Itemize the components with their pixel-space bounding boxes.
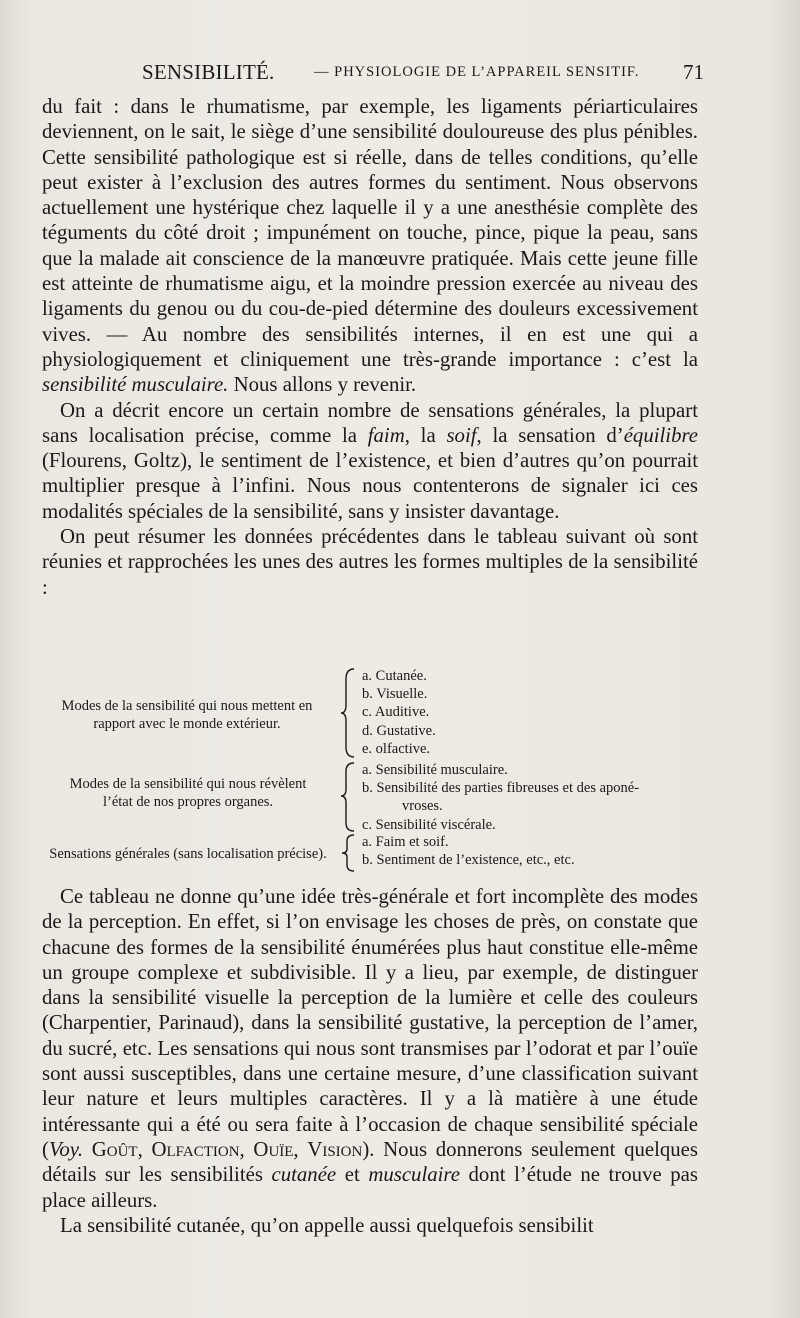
list-item: a. Cutanée. <box>362 668 427 684</box>
list-item: b. Sensibilité des parties fibreuses et des aponé- <box>362 780 640 797</box>
group-label-line: rapport avec le monde extérieur. <box>93 716 281 732</box>
group-items <box>362 833 722 869</box>
body-text-bottom <box>42 884 698 1238</box>
crossref-olfaction: Olfaction, <box>151 1137 245 1161</box>
emphasis-equilibre: équilibre <box>623 423 699 447</box>
body-text-top <box>42 94 698 600</box>
group-label-line: l’état de nos propres organes. <box>102 794 274 810</box>
paragraph-1-text: du fait : dans le rhumatisme, par exemple, les ligaments périarticulaires deviennent, on le sait, le siège d’une sensibilité douloureuse des plus pénibles. Cette sensibilité pathologique est si réelle, dans de telles conditions, qu’elle peut exister à l’exclusion des autres formes du sentiment. Nous observons actuellement une hystérique chez laquelle il y a une anesthésie complète des téguments du côté droit ; impunément on touche, pince, pique la peau, sans que la malade ait conscience de la manœuvre pratiquée. Mais cette jeune fille est atteinte de rhumatisme aigu, et la moindre pression exercée au niveau des ligaments du genou ou du cou-de-pied détermine des douleurs excessivement vives. — Au nombre des sensibilités internes, il en est une qui a physiologiquement et cliniquement une très-grande importance : c’est la <box>42 95 698 371</box>
paragraph-4-text-a: Ce tableau ne donne qu’une idée très-générale et fort incomplète des modes de la perception. En effet, si l’on envisage les choses de près, on constate que chacune des formes de la sensibilité énumérées plus haut constitue elle-même un groupe complexe et subdivisible. Il y a lieu, par exemple, de distinguer dans la sensibilité visuelle la perception de la lumière et celle des couleurs (Charpentier, Parinaud), dans la sensibilité gustative, la perception de l’amer, du sucré, etc. Les sensations qui nous sont transmises par l’odorat et par l’ouïe sont aussi susceptibles, dans une certaine mesure, d’une classification suivant leur nature et leurs multiples caractères. Il y a là matière à une étude intéressante qui a été ou sera faite à l’occasion de chaque sensibilité spéciale ( <box>42 885 698 1161</box>
paragraph-4-text-b: ). Nous donnerons seulement quelques détails sur les sensibilités <box>42 1137 699 1187</box>
brace-icon <box>340 761 360 833</box>
group-items <box>362 761 722 834</box>
emphasis-cutanee: cutanée <box>271 1163 337 1187</box>
brace-icon <box>340 833 360 873</box>
paragraph-2-text-a: On a décrit encore un certain nombre de sensations générales, la plupart sans localisation précise, comme la <box>42 398 698 447</box>
paragraph-4-text-c: dont l’étude ne trouve pas place ailleurs. <box>42 1163 698 1212</box>
emphasis-voy: Voy. <box>48 1137 84 1161</box>
emphasis-faim: faim <box>367 423 405 447</box>
paragraph-5: La sensibilité cutanée, qu’on appelle aussi quelquefois sensibilit <box>60 1213 594 1237</box>
page-number: 71 <box>683 60 704 84</box>
brace-icon <box>340 667 360 759</box>
list-item: a. Sensibilité musculaire. <box>362 762 508 778</box>
group-items <box>362 667 722 758</box>
table-group-general <box>32 833 712 873</box>
sensibility-table <box>32 665 712 875</box>
emphasis-musculaire: musculaire <box>368 1163 460 1187</box>
running-header <box>42 58 702 92</box>
group-label <box>32 775 344 811</box>
group-label-line: Modes de la sensibilité qui nous révèlent <box>69 776 307 792</box>
list-item-continuation: vroses. <box>402 798 443 815</box>
paragraph-2-text-d: (Flourens, Goltz), le sentiment de l’existence, et bien d’autres qu’on pourrait multiplier presque à l’infini. Nous nous contenterons de signaler ici ces modalités spéciales de la sensibilité, sans y insister davantage. <box>42 449 698 523</box>
header-title: SENSIBILITÉ. <box>142 60 275 84</box>
group-label-line: Modes de la sensibilité qui nous mettent en <box>61 698 313 714</box>
group-label: Sensations générales (sans localisation précise). <box>49 846 327 862</box>
paragraph-2-text-b: , la <box>404 423 447 447</box>
table-group-internal <box>32 761 712 831</box>
list-item: b. Sentiment de l’existence, etc., etc. <box>362 852 575 869</box>
paragraph-2 <box>42 398 698 524</box>
paragraph-1-end: Nous allons y revenir. <box>228 373 417 397</box>
paragraph-3: On peut résumer les données précédentes dans le tableau suivant où sont réunies et rapprochées les unes des autres les formes multiples de la sensibilité : <box>42 525 698 599</box>
list-item: b. Visuelle. <box>362 686 428 703</box>
table-group-external <box>32 667 712 759</box>
crossref-ouie: Ouïe, <box>253 1137 299 1161</box>
paragraph-2-text-c: , la sensation d’ <box>476 423 624 447</box>
list-item: c. Sensibilité viscérale. <box>362 816 496 833</box>
crossref-gout: Goût, <box>91 1137 143 1161</box>
list-item: e. olfactive. <box>362 740 431 757</box>
list-item: a. Faim et soif. <box>362 834 449 850</box>
emphasis-soif: soif <box>446 423 477 447</box>
list-item: c. Auditive. <box>362 704 430 721</box>
emphasis-sensibilite-musculaire: sensibilité musculaire. <box>42 373 229 397</box>
group-label <box>32 697 342 733</box>
paragraph-4 <box>42 884 698 1213</box>
header-subtitle: — PHYSIOLOGIE DE L’APPAREIL SENSITIF. <box>314 64 640 80</box>
paragraph-1 <box>42 94 698 398</box>
crossref-vision: Vision <box>307 1137 363 1161</box>
paragraph-4-conjunction: et <box>336 1163 369 1187</box>
list-item: d. Gustative. <box>362 722 436 739</box>
